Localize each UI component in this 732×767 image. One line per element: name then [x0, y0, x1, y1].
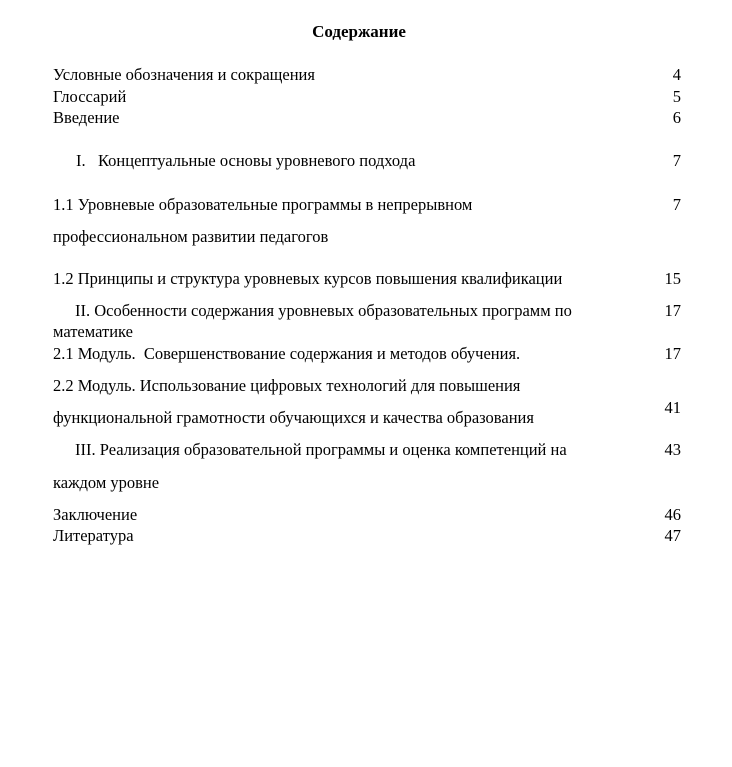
- toc-page-number: 46: [664, 505, 681, 524]
- toc-page-number: 47: [664, 526, 681, 545]
- toc-title: Содержание: [312, 22, 406, 41]
- toc-page-number: 17: [664, 301, 681, 320]
- toc-entry-section-2-line-1: II. Особенности содержания уровневых образовательных программ по: [75, 301, 572, 320]
- toc-page-number: 5: [672, 87, 681, 106]
- toc-page-number: 7: [672, 151, 681, 170]
- toc-entry-section-3-line-1: III. Реализация образовательной программы и оценка компетенций на: [75, 440, 567, 459]
- toc-entry-2-2-line-2: функциональной грамотности обучающихся и качества образования: [53, 408, 534, 427]
- toc-entry-1-1-line-2: профессиональном развитии педагогов: [53, 227, 329, 246]
- toc-entry-glossary: Глоссарий: [53, 87, 127, 106]
- toc-entry-2-1: 2.1 Модуль. Совершенствование содержания и методов обучения.: [53, 344, 521, 363]
- toc-entry-introduction: Введение: [53, 108, 120, 127]
- toc-page-number: 15: [664, 269, 681, 288]
- toc-entry-section-3-line-2: каждом уровне: [53, 473, 160, 492]
- toc-entry-section-2-line-2: математике: [53, 322, 133, 341]
- toc-page-number: 41: [664, 398, 681, 417]
- toc-page-number: 4: [672, 65, 681, 84]
- toc-page-number: 17: [664, 344, 681, 363]
- toc-entry-1-1-line-1: 1.1 Уровневые образовательные программы в непрерывном: [53, 195, 473, 214]
- toc-page-number: 7: [672, 195, 681, 214]
- toc-entry-literature: Литература: [53, 526, 134, 545]
- toc-page-number: 6: [672, 108, 681, 127]
- toc-entry-1-2: 1.2 Принципы и структура уровневых курсов повышения квалификации: [53, 269, 563, 288]
- toc-entry-abbreviations: Условные обозначения и сокращения: [53, 65, 315, 84]
- toc-page-number: 43: [664, 440, 681, 459]
- toc-entry-section-1: I. Концептуальные основы уровневого подхода: [76, 151, 416, 170]
- toc-entry-conclusion: Заключение: [53, 505, 138, 524]
- toc-entry-2-2-line-1: 2.2 Модуль. Использование цифровых технологий для повышения: [53, 376, 521, 395]
